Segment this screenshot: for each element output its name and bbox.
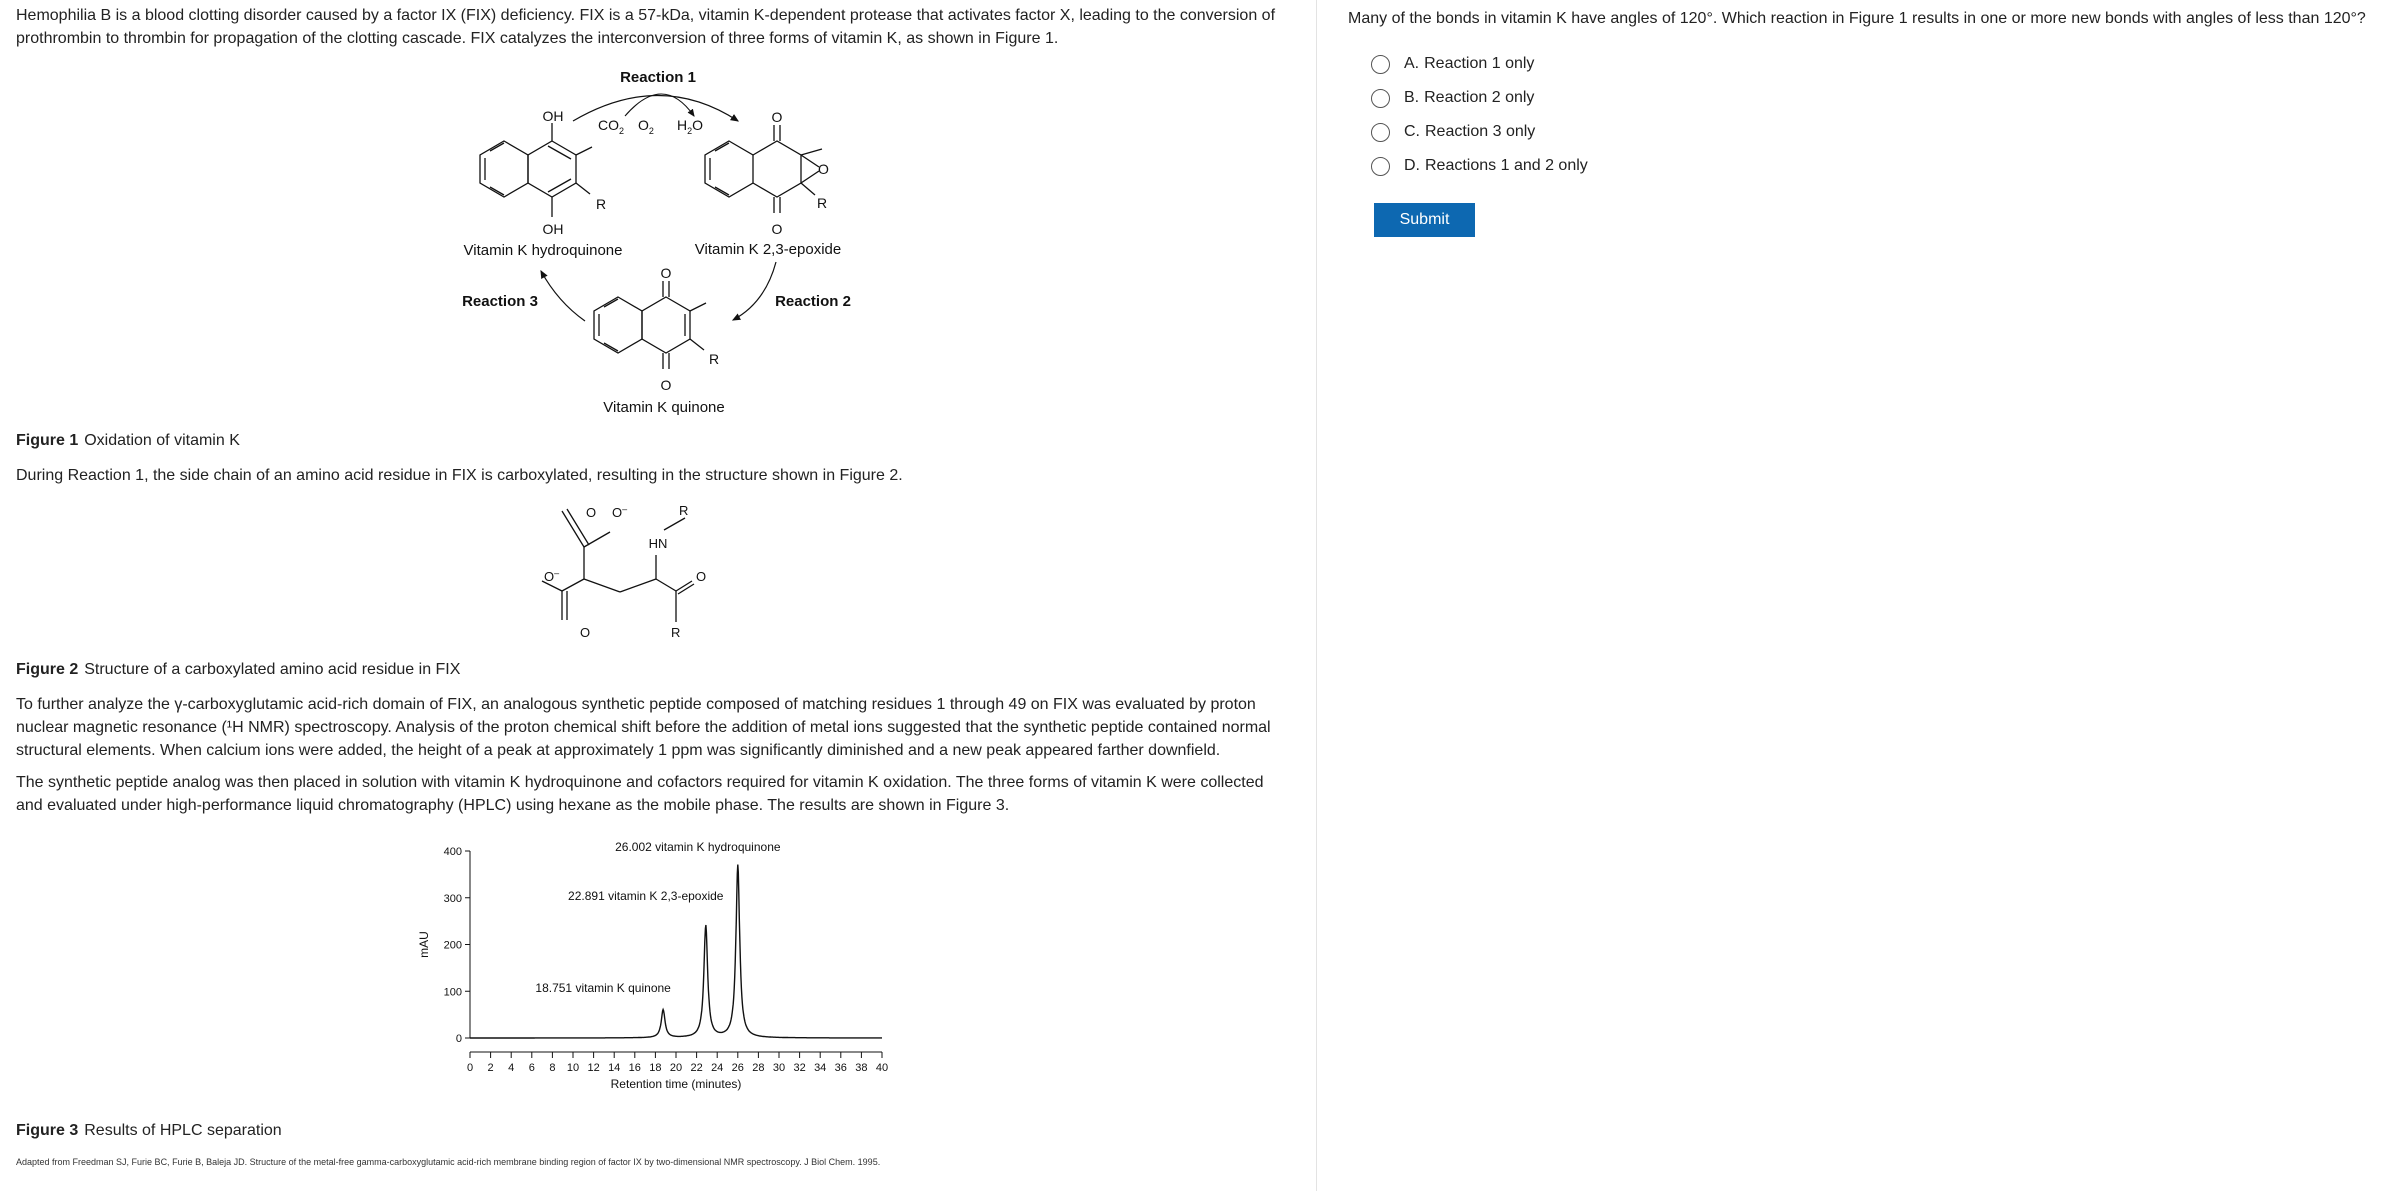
hydroquinone-r: R: [596, 196, 607, 212]
quinone-label: Vitamin K quinone: [603, 399, 725, 416]
radio-circle-icon[interactable]: [1371, 55, 1390, 74]
option-a-letter: A.: [1404, 55, 1420, 72]
x-tick-label: 24: [711, 1062, 724, 1074]
option-c[interactable]: [1371, 120, 1535, 144]
epoxide-structure: [705, 125, 822, 213]
fig2-o-amide: O: [696, 569, 707, 584]
figure2-structure: [500, 495, 800, 655]
x-tick-label: 26: [731, 1062, 744, 1074]
fig2-ominus-left: O–: [544, 568, 560, 584]
y-tick-label: 200: [443, 939, 462, 952]
cofactor-co2: $CO_2$: [598, 117, 625, 136]
reference-citation: Adapted from Freedman SJ, Furie BC, Furie B, Baleja JD. Structure of the metal-free gamma-carboxyglutamic acid-rich membrane binding region of factor IX by two-dimensional NMR spectroscopy. J Biol Chem. 1995.: [16, 1157, 881, 1167]
epoxide-o-ring: O: [818, 161, 829, 177]
x-tick-label: 40: [875, 1062, 889, 1074]
x-tick-label: 16: [628, 1062, 641, 1074]
option-d-label: Reactions 1 and 2 only: [1425, 157, 1588, 174]
option-b-label: Reaction 2 only: [1424, 89, 1535, 106]
reaction-2-arrow: [733, 262, 776, 320]
radio-circle-icon[interactable]: [1371, 89, 1390, 108]
radio-circle-icon[interactable]: [1371, 157, 1390, 176]
passage-paragraph-4: The synthetic peptide analog was then placed in solution with vitamin K hydroquinone and cofactors required for vitamin K oxidation. The three forms of vitamin K were collected and evaluated under high-performance liquid chromatography (HPLC) using hexane as the mobile phase. The results are shown in Figure 3.: [16, 774, 1264, 814]
hydroquinone-oh-top: OH: [542, 108, 564, 124]
figure3-hplc-chart: [400, 828, 920, 1108]
hydroquinone-oh-bottom: OH: [542, 221, 564, 237]
fig2-hn: HN: [648, 536, 668, 551]
reaction-1-label: Reaction 1: [620, 69, 696, 86]
figure2-caption: [16, 661, 460, 679]
figure1-label: Figure 1: [16, 432, 79, 449]
x-tick-label: 36: [834, 1062, 847, 1074]
figure3-caption: [16, 1122, 282, 1140]
fig2-ominus-top: O–: [612, 504, 628, 520]
y-tick-label: 0: [455, 1033, 462, 1045]
option-d-letter: D.: [1404, 157, 1420, 174]
x-tick-label: 32: [793, 1062, 806, 1074]
epoxide-o-top: O: [771, 109, 783, 125]
fig2-r-bottom: R: [671, 625, 681, 640]
x-tick-label: 2: [487, 1062, 494, 1074]
submit-button[interactable]: Submit: [1374, 203, 1475, 237]
peak-label: 18.751 vitamin K quinone: [535, 980, 671, 995]
passage-paragraph-2: During Reaction 1, the side chain of an amino acid residue in FIX is carboxylated, resulting in the structure shown in Figure 2.: [16, 467, 903, 484]
x-tick-label: 14: [608, 1062, 621, 1074]
reaction-3-label: Reaction 3: [462, 293, 538, 310]
chart-marks: [444, 840, 888, 1074]
reaction-2-label: Reaction 2: [775, 293, 851, 310]
option-a-label: Reaction 1 only: [1424, 55, 1535, 72]
reaction-3-arrow: [541, 271, 585, 321]
figure3-caption-text: Results of HPLC separation: [84, 1122, 282, 1139]
x-tick-label: 10: [566, 1062, 580, 1074]
quinone-o-top: O: [660, 265, 672, 281]
hydroquinone-label: Vitamin K hydroquinone: [463, 242, 623, 259]
fig2-o-carbonyl-bottom: O: [580, 625, 591, 640]
x-tick-label: 4: [508, 1062, 515, 1074]
passage-paragraph-1: Hemophilia B is a blood clotting disorder caused by a factor IX (FIX) deficiency. FIX is a 57-kDa, vitamin K-dependent protease that activates factor X, leading to the conversion of prothrombin to thrombin for propagation of the clotting cascade. FIX catalyzes the interconversion of three forms of vitamin K, as shown in Figure 1.: [16, 7, 1276, 47]
radio-circle-icon[interactable]: [1371, 123, 1390, 142]
option-c-label: Reaction 3 only: [1425, 123, 1536, 140]
x-tick-label: 0: [466, 1062, 474, 1074]
x-tick-label: 22: [690, 1062, 703, 1074]
figure1-caption: [16, 432, 240, 450]
option-d[interactable]: [1371, 154, 1588, 178]
peak-label: 22.891 vitamin K 2,3-epoxide: [568, 888, 724, 903]
hydroquinone-structure: [480, 123, 592, 217]
question-text: Many of the bonds in vitamin K have angles of 120°. Which reaction in Figure 1 results in one or more new bonds with angles of less than 120°?: [1348, 10, 2366, 27]
epoxide-o-bottom: O: [771, 221, 783, 237]
x-tick-label: 20: [669, 1062, 683, 1074]
figure1-caption-text: Oxidation of vitamin K: [84, 432, 240, 449]
x-tick-label: 28: [752, 1062, 765, 1074]
figure2-caption-text: Structure of a carboxylated amino acid residue in FIX: [84, 661, 461, 678]
y-tick-label: 400: [443, 846, 462, 858]
quinone-r: R: [709, 351, 720, 367]
figure1-diagram: [0, 0, 1317, 420]
quinone-structure: [594, 281, 706, 369]
chart-x-axis-label: Retention time (minutes): [610, 1077, 742, 1091]
fig2-r-top: R: [679, 503, 689, 518]
x-tick-label: 8: [549, 1062, 556, 1074]
chart-y-axis-label: mAU: [417, 931, 431, 958]
y-tick-label: 100: [443, 986, 462, 999]
x-tick-label: 12: [587, 1062, 600, 1074]
passage-paragraph-3: To further analyze the γ-carboxyglutamic acid-rich domain of FIX, an analogous synthetic peptide composed of matching residues 1 through 49 on FIX was evaluated by proton nuclear magnetic resonance (¹H NMR) spectroscopy. Analysis of the proton chemical shift before the addition of metal ions suggested that the synthetic peptide contained normal structural elements. When calcium ions were added, the height of a peak at approximately 1 ppm was significantly diminished and a new peak appeared farther downfield.: [16, 696, 1271, 759]
peak-label: 26.002 vitamin K hydroquinone: [615, 840, 781, 855]
x-tick-label: 34: [814, 1062, 827, 1074]
x-tick-label: 38: [855, 1062, 868, 1074]
epoxide-r: R: [817, 195, 828, 211]
option-a[interactable]: [1371, 52, 1534, 76]
cofactor-h2o: $H_2O$: [677, 117, 704, 136]
question-panel: [1318, 0, 2398, 1191]
option-b-letter: B.: [1404, 89, 1420, 106]
figure2-label: Figure 2: [16, 661, 79, 678]
epoxide-label: Vitamin K 2,3-epoxide: [694, 241, 842, 258]
quinone-o-bottom: O: [660, 377, 672, 393]
option-c-letter: C.: [1404, 123, 1420, 140]
cofactor-o2: $O_2$: [638, 117, 654, 136]
figure3-label: Figure 3: [16, 1122, 79, 1139]
x-tick-label: 6: [528, 1062, 535, 1074]
option-b[interactable]: [1371, 86, 1534, 110]
x-tick-label: 18: [649, 1062, 662, 1074]
fig2-o-carbonyl-top: O: [586, 505, 597, 520]
y-tick-label: 300: [443, 892, 462, 905]
x-tick-label: 30: [772, 1062, 786, 1074]
